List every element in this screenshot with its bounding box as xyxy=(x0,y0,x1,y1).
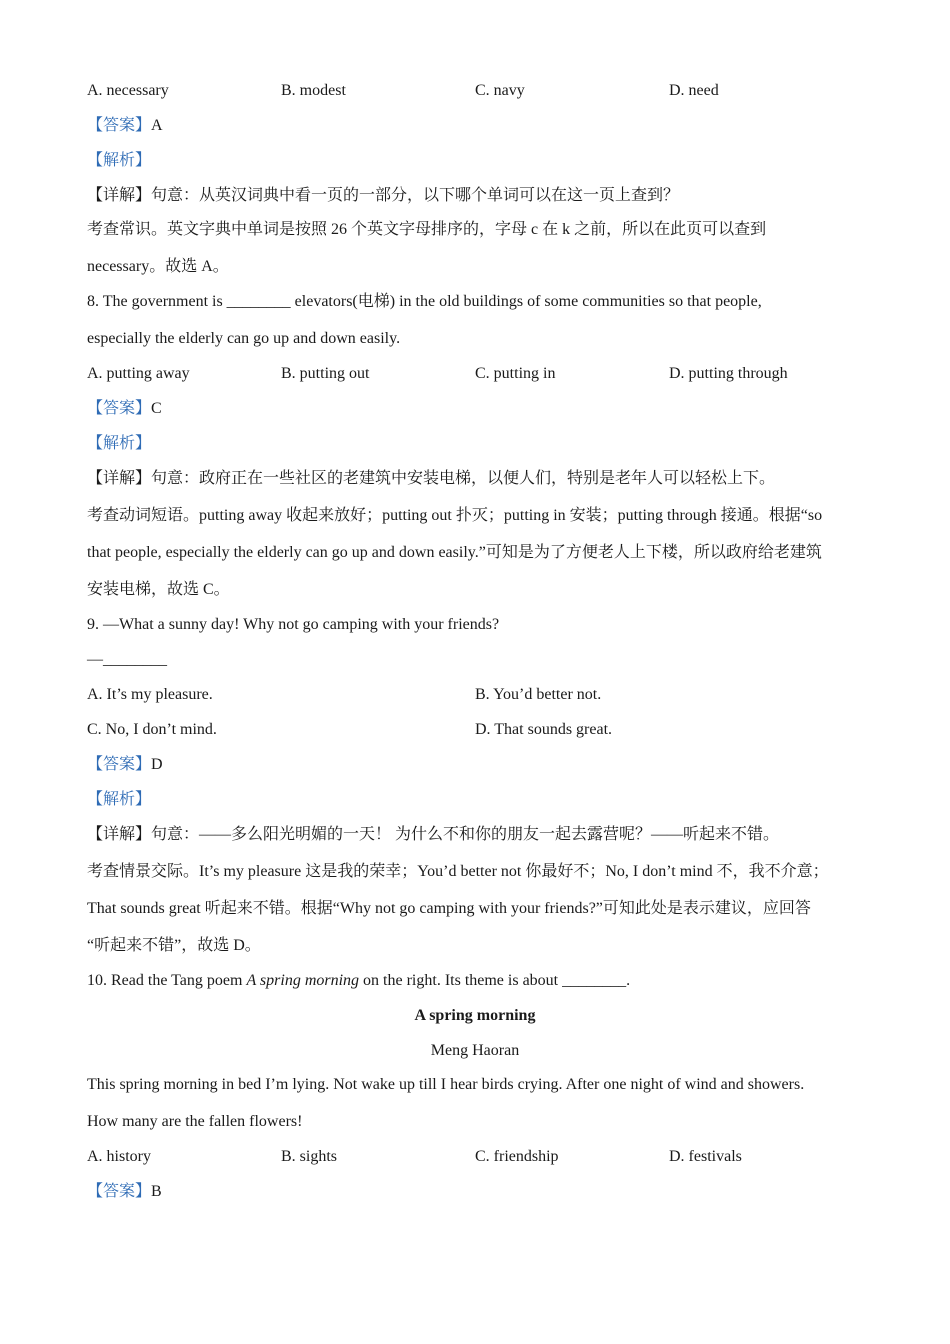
q9-option-a: A. It’s my pleasure. xyxy=(87,686,213,703)
answer-tag: 【答案】 xyxy=(87,117,152,134)
q9-detail: 句意：——多么阳光明媚的一天！ 为什么不和你的朋友一起去露营呢？——听起来不错。 xyxy=(151,826,780,843)
q7-detail: 句意：从英汉词典中看一页的一部分，以下哪个单词可以在这一页上查到？ xyxy=(151,187,680,204)
q10-stem-prefix: 10. Read the Tang poem xyxy=(87,972,247,989)
q8-stem-2: especially the elderly can go up and down easily. xyxy=(87,330,401,347)
q9-option-b: B. You’d better not. xyxy=(475,686,602,703)
q7-answer: A xyxy=(151,117,163,134)
q9-explanation-1: 考查情景交际。It’s my pleasure 这是我的荣幸；You’d better not 你最好不；No, I don’t mind 不，我不介意； xyxy=(87,863,829,880)
q10-stem-suffix: on the right. Its theme is about ________. xyxy=(359,972,631,989)
q10-stem xyxy=(87,971,867,991)
q8-stem-1: 8. The government is ________ elevators(电梯) in the old buildings of some communities so that people, xyxy=(87,293,762,310)
q8-explanation-3: 安装电梯，故选 C。 xyxy=(87,581,230,598)
q8-detail: 句意：政府正在一些社区的老建筑中安装电梯，以便人们，特别是老年人可以轻松上下。 xyxy=(151,470,776,487)
q9-stem-1: 9. —What a sunny day! Why not go camping with your friends? xyxy=(87,616,500,633)
answer-tag: 【答案】 xyxy=(87,1183,152,1200)
q8-analysis-tag: 【解析】 xyxy=(87,435,152,452)
q7-option-a: A. necessary xyxy=(87,82,169,99)
detail-tag: 【详解】 xyxy=(87,187,152,204)
q8-explanation-2: that people, especially the elderly can go up and down easily.”可知是为了方便老人上下楼，所以政府给老建筑 xyxy=(87,544,822,561)
q10-stem-poem-title: A spring morning xyxy=(246,972,360,989)
q7-explanation-1: 考查常识。英文字典中单词是按照 26 个英文字母排序的，字母 c 在 k 之前，所以在此页可以查到 xyxy=(87,221,767,238)
poem-line-1: This spring morning in bed I’m lying. Not wake up till I hear birds crying. After one night of wind and showers. xyxy=(87,1076,805,1093)
q10-answer-line xyxy=(87,1182,867,1202)
q7-option-b: B. modest xyxy=(281,82,346,99)
q8-answer: C xyxy=(151,400,162,417)
q7-detail-line xyxy=(87,186,867,206)
answer-tag: 【答案】 xyxy=(87,756,152,773)
q7-explanation-2: necessary。故选 A。 xyxy=(87,258,229,275)
q8-option-c: C. putting in xyxy=(475,365,556,382)
poem-author: Meng Haoran xyxy=(430,1042,520,1059)
q9-analysis-tag: 【解析】 xyxy=(87,791,152,808)
q8-explanation-1: 考查动词短语。putting away 收起来放好；putting out 扑灭；putting in 安装；putting through 接通。根据“so xyxy=(87,507,823,524)
q8-option-b: B. putting out xyxy=(281,365,370,382)
q10-option-a: A. history xyxy=(87,1148,151,1165)
q9-explanation-3: “听起来不错”，故选 D。 xyxy=(87,937,261,954)
q7-answer-line xyxy=(87,116,867,136)
poem-line-2: How many are the fallen flowers! xyxy=(87,1113,303,1130)
q7-option-c: C. navy xyxy=(475,82,525,99)
q9-explanation-2: That sounds great 听起来不错。根据“Why not go camping with your friends?”可知此处是表示建议，应回答 xyxy=(87,900,811,917)
q7-analysis-tag: 【解析】 xyxy=(87,152,152,169)
q10-option-c: C. friendship xyxy=(475,1148,559,1165)
q10-option-b: B. sights xyxy=(281,1148,338,1165)
q10-option-d: D. festivals xyxy=(669,1148,742,1165)
q8-option-d: D. putting through xyxy=(669,365,788,382)
answer-tag: 【答案】 xyxy=(87,400,152,417)
detail-tag: 【详解】 xyxy=(87,470,152,487)
q9-answer: D xyxy=(151,756,163,773)
q7-option-d: D. need xyxy=(669,82,719,99)
q8-answer-line xyxy=(87,399,867,419)
q9-option-c: C. No, I don’t mind. xyxy=(87,721,217,738)
q10-answer: B xyxy=(151,1183,162,1200)
q9-answer-line xyxy=(87,755,867,775)
q9-option-d: D. That sounds great. xyxy=(475,721,613,738)
poem-title: A spring morning xyxy=(414,1007,536,1024)
q8-option-a: A. putting away xyxy=(87,365,190,382)
q8-detail-line xyxy=(87,469,867,489)
q9-detail-line xyxy=(87,825,867,845)
q9-stem-2: —________ xyxy=(87,651,167,668)
detail-tag: 【详解】 xyxy=(87,826,152,843)
